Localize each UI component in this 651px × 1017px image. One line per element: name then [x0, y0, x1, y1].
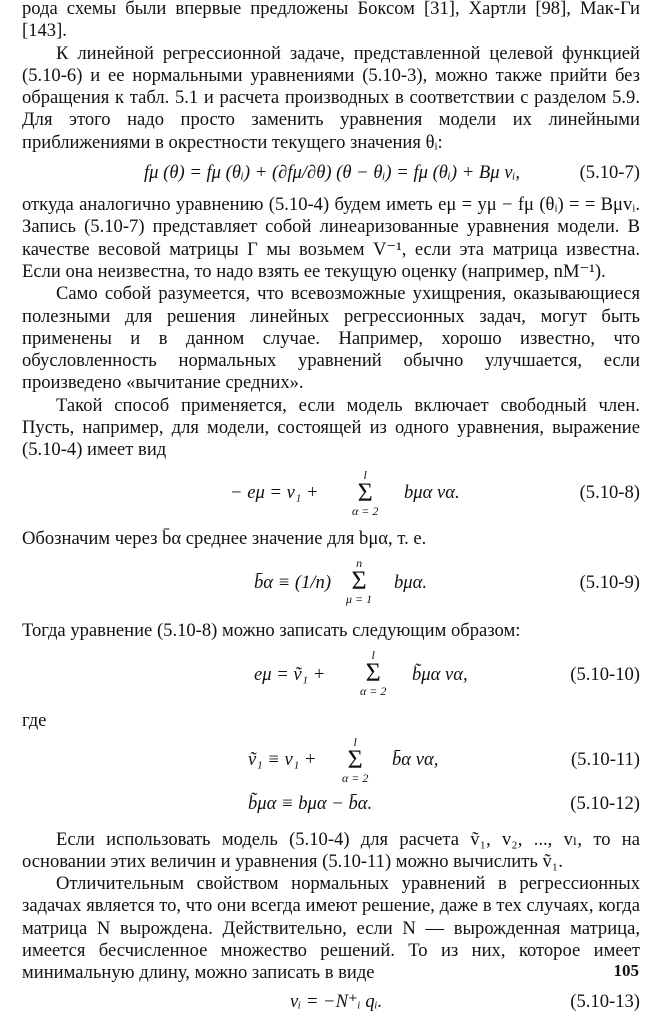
equation-number: (5.10-8)	[579, 481, 640, 503]
sum-upper: l	[353, 734, 357, 749]
paragraph-1: рода схемы были впервые предложены Боксом [31], Хартли [98], Мак-Ги [143].	[22, 0, 640, 42]
equation-number: (5.10-13)	[570, 990, 640, 1012]
equation-right: bμα vα.	[404, 481, 460, 503]
equation-body: b̃μα ≡ bμα − b̄α.	[248, 792, 373, 814]
sum-lower: α = 2	[360, 684, 387, 699]
paragraph-2: К линейной регрессионной задаче, представленной целевой функцией (5.10-6) и ее нормальными уравнениями (5.10-3), можно также прийти без обращения к табл. 5.1 и расчета производных в соответствии с разделом 5.9. Для этого надо просто заменить уравнения модели их линейными приближениями в окрестности текущего значения θᵢ:	[22, 42, 640, 153]
paragraph-9: Если использовать модель (5.10-4) для расчета ṽ₁, v₂, ..., vₗ, то на основании этих величин и уравнения (5.10-11) можно вычислить ṽ₁.	[22, 828, 640, 872]
paragraph-6: Обозначим через b̄α среднее значение для bμα, т. е.	[22, 527, 427, 549]
page-body	[22, 0, 640, 1017]
equation-left: ṽ₁ ≡ v₁ +	[248, 748, 317, 770]
sum-upper: l	[371, 648, 375, 663]
equation-5-10-11	[22, 735, 640, 787]
sum-lower: α = 2	[352, 503, 379, 518]
sum-upper: l	[363, 467, 367, 482]
sum-upper: n	[356, 555, 363, 570]
sum-lower: μ = 1	[346, 591, 373, 606]
equation-right: b̄α vα,	[392, 748, 439, 770]
equation-5-10-7	[22, 162, 640, 188]
paragraph-8: где	[22, 710, 47, 732]
equation-left: b̄α ≡ (1/n)	[254, 571, 332, 593]
paragraph-3: откуда аналогично уравнению (5.10-4) будем иметь eμ = yμ − fμ (θᵢ) = = Bμvᵢ. Запись (5.10-7) представляет собой линеаризованные уравнения модели. В качестве весовой матрицы Γ мы возьмем V⁻¹, если эта матрица известна. Если она неизвестна, то надо взять ее текущую оценку (например, nM⁻¹).	[22, 194, 640, 282]
equation-number: (5.10-9)	[579, 571, 640, 593]
equation-5-10-10	[22, 648, 640, 706]
equation-number: (5.10-12)	[570, 792, 640, 814]
equation-number: (5.10-11)	[570, 748, 640, 770]
equation-5-10-8	[22, 468, 640, 518]
paragraph-10: Отличительным свойством нормальных уравнений в регрессионных задачах является то, что они всегда имеют решение, даже в тех случаях, когда матрица N вырождена. Действительно, если N — вырожденная матрица, имеется бесчисленное множество решений. То из них, которое имеет минимальную длину, можно записать в виде	[22, 873, 640, 984]
paragraph-5: Такой способ применяется, если модель включает свободный член. Пусть, например, для модели, состоящей из одного уравнения, выражение (5.10-4) имеет вид	[22, 394, 640, 461]
paragraph-7: Тогда уравнение (5.10-8) можно записать следующим образом:	[22, 619, 521, 641]
page-number: 105	[613, 961, 639, 980]
equation-right: b̃μα vα,	[412, 664, 468, 686]
equation-5-10-12	[22, 793, 640, 819]
sum-sign: l Σ α = 2	[342, 734, 369, 785]
sum-sign: n Σ μ = 1	[346, 555, 373, 606]
paragraph-4: Само собой разумеется, что всевозможные ухищрения, оказывающиеся полезными для решения линейных регрессионных задач, могут быть применены и в данном случае. Например, хорошо известно, что обусловленность нормальных уравнений обычно улучшается, если произведено «вычитание средних».	[22, 283, 640, 394]
sum-sign: l Σ α = 2	[360, 648, 387, 699]
equation-number: (5.10-10)	[570, 664, 640, 686]
equation-left: − eμ = v₁ +	[230, 481, 319, 503]
equation-5-10-9	[22, 556, 640, 612]
sum-sign: l Σ α = 2	[352, 467, 379, 518]
sum-lower: α = 2	[342, 770, 369, 785]
equation-number: (5.10-7)	[579, 162, 640, 184]
equation-5-10-13	[22, 991, 640, 1017]
equation-body: vᵢ = −N⁺ᵢ qᵢ.	[290, 990, 383, 1012]
equation-left: eμ = ṽ₁ +	[254, 664, 326, 686]
equation-body: fμ (θ) = fμ (θᵢ) + (∂fμ/∂θ) (θ − θᵢ) = fμ (θᵢ) + Bμ vᵢ,	[144, 162, 521, 184]
equation-right: bμα.	[394, 571, 428, 593]
